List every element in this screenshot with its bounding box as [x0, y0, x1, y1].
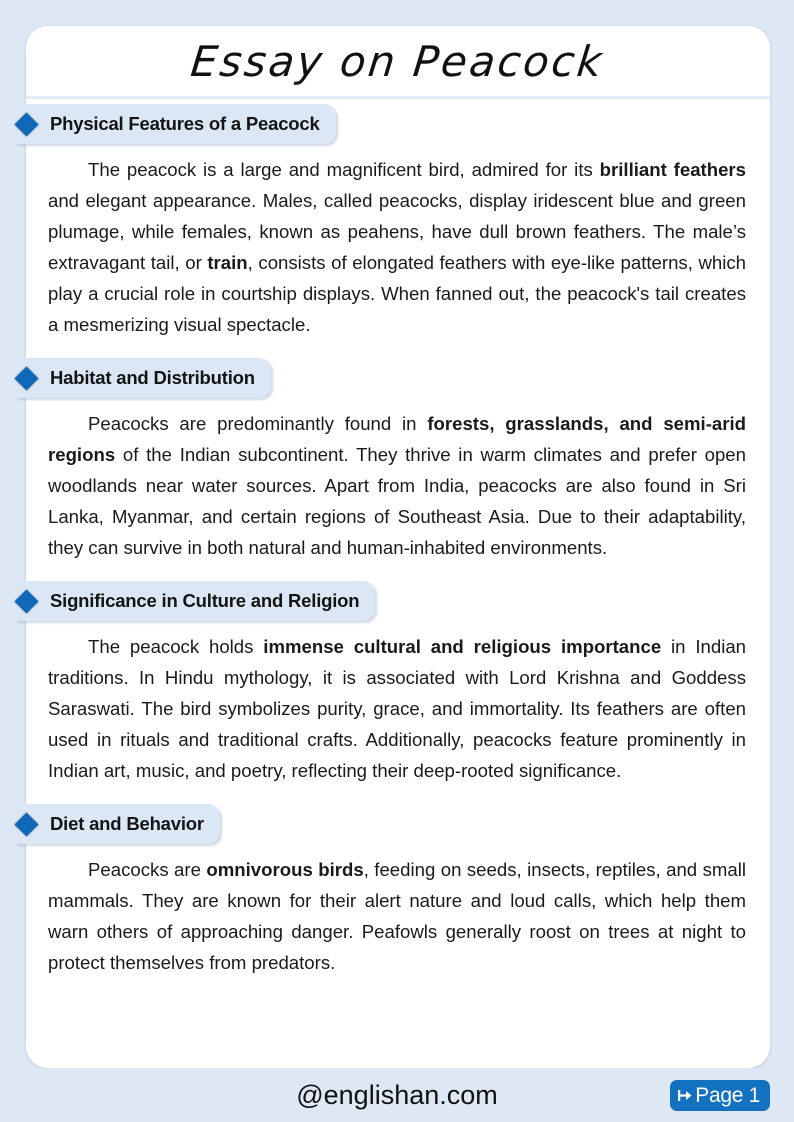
section-physical-features [48, 102, 748, 340]
section-heading-pill [16, 104, 336, 144]
section-heading-row [16, 579, 748, 623]
section-spacer [48, 340, 748, 356]
section-paragraph: Peacocks are omnivorous birds, feeding on seeds, insects, reptiles, and small mammals. They are known for their alert nature and loud calls, which help them warn others of approaching danger. Peafowls generally roost on trees at night to protect themselves from predators. [48, 859, 746, 973]
section-spacer [48, 786, 748, 802]
diamond-icon [14, 366, 38, 390]
page-title: Essay on Peacock [188, 36, 608, 86]
essay-content [26, 102, 770, 978]
section-heading-label: Habitat and Distribution [50, 367, 255, 388]
section-heading-pill [16, 804, 220, 844]
section-paragraph: Peacocks are predominantly found in forests, grasslands, and semi-arid regions of the Indian subcontinent. They thrive in warm climates and prefer open woodlands near water sources. Apart from India, peacocks are also found in Sri Lanka, Myanmar, and certain regions of Southeast Asia. Due to their adaptability, they can survive in both natural and human-inhabited environments. [48, 413, 746, 558]
page-number-label: Page 1 [695, 1083, 760, 1107]
title-area [26, 26, 770, 96]
diamond-icon [14, 589, 38, 613]
site-credit: @englishan.com [296, 1079, 498, 1110]
title-divider [26, 96, 770, 99]
section-heading-label: Physical Features of a Peacock [50, 113, 320, 134]
section-diet-behavior [48, 802, 748, 978]
section-heading-row [16, 802, 748, 846]
diamond-icon [14, 812, 38, 836]
section-heading-label: Diet and Behavior [50, 813, 204, 834]
section-spacer [48, 563, 748, 579]
section-habitat-distribution [48, 356, 748, 563]
essay-card [26, 26, 770, 1068]
diamond-icon [14, 112, 38, 136]
page-number-badge [670, 1080, 770, 1111]
section-heading-pill [16, 581, 375, 621]
section-heading-row [16, 356, 748, 400]
section-heading-pill [16, 358, 271, 398]
section-significance-culture-religion [48, 579, 748, 786]
arrow-right-icon [676, 1088, 693, 1103]
page-footer [0, 1068, 794, 1122]
section-paragraph: The peacock is a large and magnificent bird, admired for its brilliant feathers and elegant appearance. Males, called peacocks, display iridescent blue and green plumage, while females, known as peahens, have dull brown feathers. The male’s extravagant tail, or train, consists of elongated feathers with eye-like patterns, which play a crucial role in courtship displays. When fanned out, the peacock's tail creates a mesmerizing visual spectacle. [48, 159, 747, 335]
section-heading-row [16, 102, 748, 146]
section-paragraph: The peacock holds immense cultural and religious importance in Indian traditions. In Hindu mythology, it is associated with Lord Krishna and Goddess Saraswati. The bird symbolizes purity, grace, and immortality. Its feathers are often used in rituals and traditional crafts. Additionally, peacocks feature prominently in Indian art, music, and poetry, reflecting their deep-rooted significance. [48, 636, 747, 781]
section-heading-label: Significance in Culture and Religion [50, 590, 360, 611]
